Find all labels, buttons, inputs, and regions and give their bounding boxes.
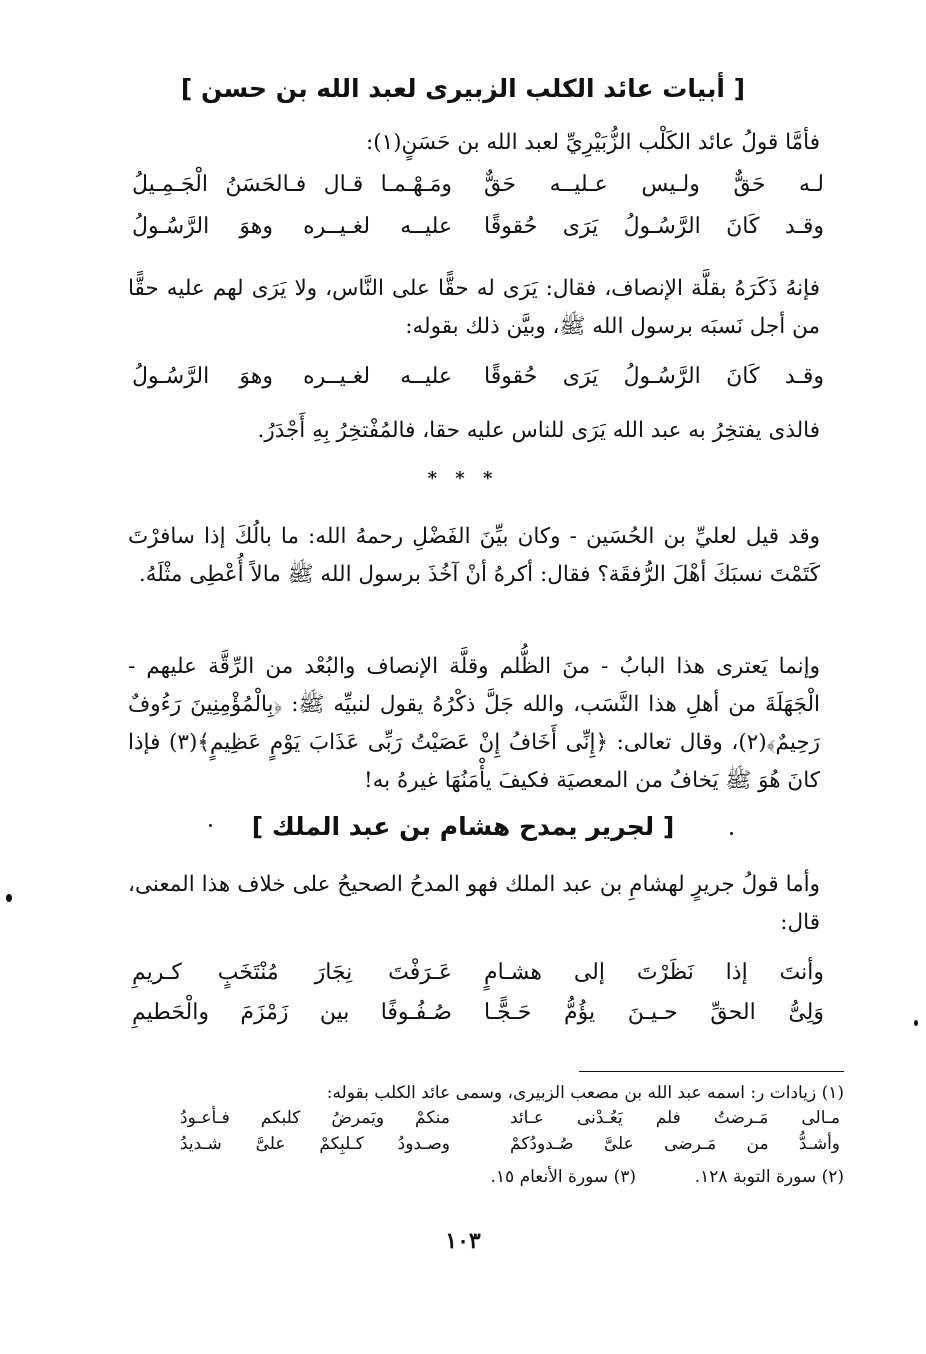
scan-speck (730, 832, 733, 835)
paragraph-5: وإنما يَعترى هذا البابُ - منَ الظُّلم وقلَّة الإنصاف والبُعْد من الرِّقَّة عليهم - الْجَهَلَةَ من أهلِ هذا النَّسَب، والله جَلَّ ذكْرُهُ يقول لنبيِّه ﷺ: ﴿بِالْمُؤْمِنِينَ رَءُوفٌ رَحِيمٌ﴾(٢)، وقال تعالى: ﴿إِنِّى أَخَافُ إِنْ عَصَيْتُ رَبِّى عَذَابَ يَوْمٍ عَظِيمٍ﴾(٣) فإذا كانَ هُوَ ﷺ يَخافُ من المعصيَة فكيفَ يأْمَنُهَا غيرهُ به! (128, 654, 820, 793)
footnote-2: (٢) سورة التوبة ١٢٨. (694, 1167, 844, 1187)
verse-2-second-hemistich: عليــه لغـيــره وهوَ الرَّسُـولُ (132, 214, 452, 239)
paragraph-1: فأمَّا قولُ عائد الكَلْب الزُّبَيْرِيِّ لعبد الله بن حَسَنٍ(١): (365, 130, 820, 155)
verse-5-second-hemistich: صُـفُـوفًا بين زَمْزَمَ والْحَطيمِ (132, 1000, 452, 1025)
footnote-verse-2-first: وأشـدُّ من مَـرضى علىَّ صُـدودُكمْ (510, 1134, 840, 1154)
verse-3-first-hemistich: وقـد كَانَ الرَّسُـولُ يَرَى حُقوقًا (484, 364, 824, 389)
verse-line-3 (132, 364, 824, 404)
page-number: ١٠٣ (445, 1228, 481, 1254)
verse-line-2 (132, 214, 824, 254)
verse-2-first-hemistich: وقـد كَانَ الرَّسُـولُ يَرَى حُقوقًا (484, 214, 824, 239)
footnote-verse-1-second: منكمْ ويَمرضُ كلبكم فـأعـودُ (180, 1108, 450, 1128)
paragraph-2: فإنهُ ذَكَرَهُ بقلَّة الإنصاف، فقال: يَرَى له حقًّا على النَّاس، ولا يَرَى لهم عليه حقًّا من أجل نَسبَه برسول الله ﷺ، وبيَّن ذلك بقوله: (128, 276, 820, 339)
scan-speck (209, 824, 212, 827)
verse-1-first-hemistich: لـه حَقٌّ ولـيس عـليــه حَقٌّ (484, 172, 824, 197)
verse-line-5 (132, 1000, 824, 1040)
paragraph-3: فالذى يفتخِرُ به عبد الله يَرَى للناس عليه حقا، فالمُفْتخِرُ بِهِ أَجْدَرُ. (257, 418, 820, 443)
section-heading-1: [ أبيات عائد الكلب الزبيرى لعبد الله بن حسن ] (180, 74, 746, 103)
footnote-verse-2 (180, 1134, 840, 1160)
footnote-3: (٣) سورة الأنعام ١٥. (490, 1167, 636, 1187)
footnote-verse-1-first: مـالى مَـرضتُ فلم يَعُـدْنى عـائد (510, 1108, 840, 1128)
verse-4-first-hemistich: وأنتَ إذا نَظَرْتَ إلى هشـامٍ (484, 960, 824, 985)
verse-line-1 (132, 172, 824, 212)
section-heading-2: [ لجرير يمدح هشام بن عبد الملك ] (251, 812, 675, 841)
footnote-verse-2-second: وصـدودُ كـلبِكمْ علىَّ شـديدُ (180, 1134, 450, 1154)
verse-3-second-hemistich: عليــه لغـيــره وهوَ الرَّسُـولُ (132, 364, 452, 389)
verse-1-second-hemistich: ومَـهْـمـا قـال فـالحَسَنُ الْجَـمِـيلُ (132, 172, 452, 197)
verse-4-second-hemistich: عَـرَفْتَ نِجَارَ مُنْتَخَبٍ كـريمِ (132, 960, 452, 985)
footnote-1: (١) زيادات ر: اسمه عبد الله بن مصعب الزبيرى، وسمى عائد الكلب بقوله: (326, 1083, 844, 1103)
footnote-rule (579, 1071, 844, 1072)
scan-speck (6, 894, 12, 902)
section-divider: * * * (427, 468, 499, 489)
paragraph-4: وقد قيل لعليِّ بن الحُسَين - وكان بيِّنَ الفَضْلِ رحمهُ الله: ما بالُكَ إذا سافرْتَ كَتَمْتَ نسبَكَ أهْلَ الرُّفقَة؟ فقال: أكرهُ أنْ آخُذَ برسول الله ﷺ مالاً أُعْطِى مثْلَهُ. (128, 524, 820, 587)
verse-5-first-hemistich: وَلِىُّ الحقِّ حـيـنَ يؤُمُّ حَـجًّـا (484, 1000, 824, 1025)
verse-line-4 (132, 960, 824, 1000)
scan-speck (914, 1020, 918, 1026)
footnote-verse-1 (180, 1108, 840, 1134)
paragraph-6: وأما قولُ جريرٍ لهشامِ بن عبد الملك فهو المدحُ الصحيحُ على خلاف هذا المعنى، قال: (128, 872, 820, 935)
